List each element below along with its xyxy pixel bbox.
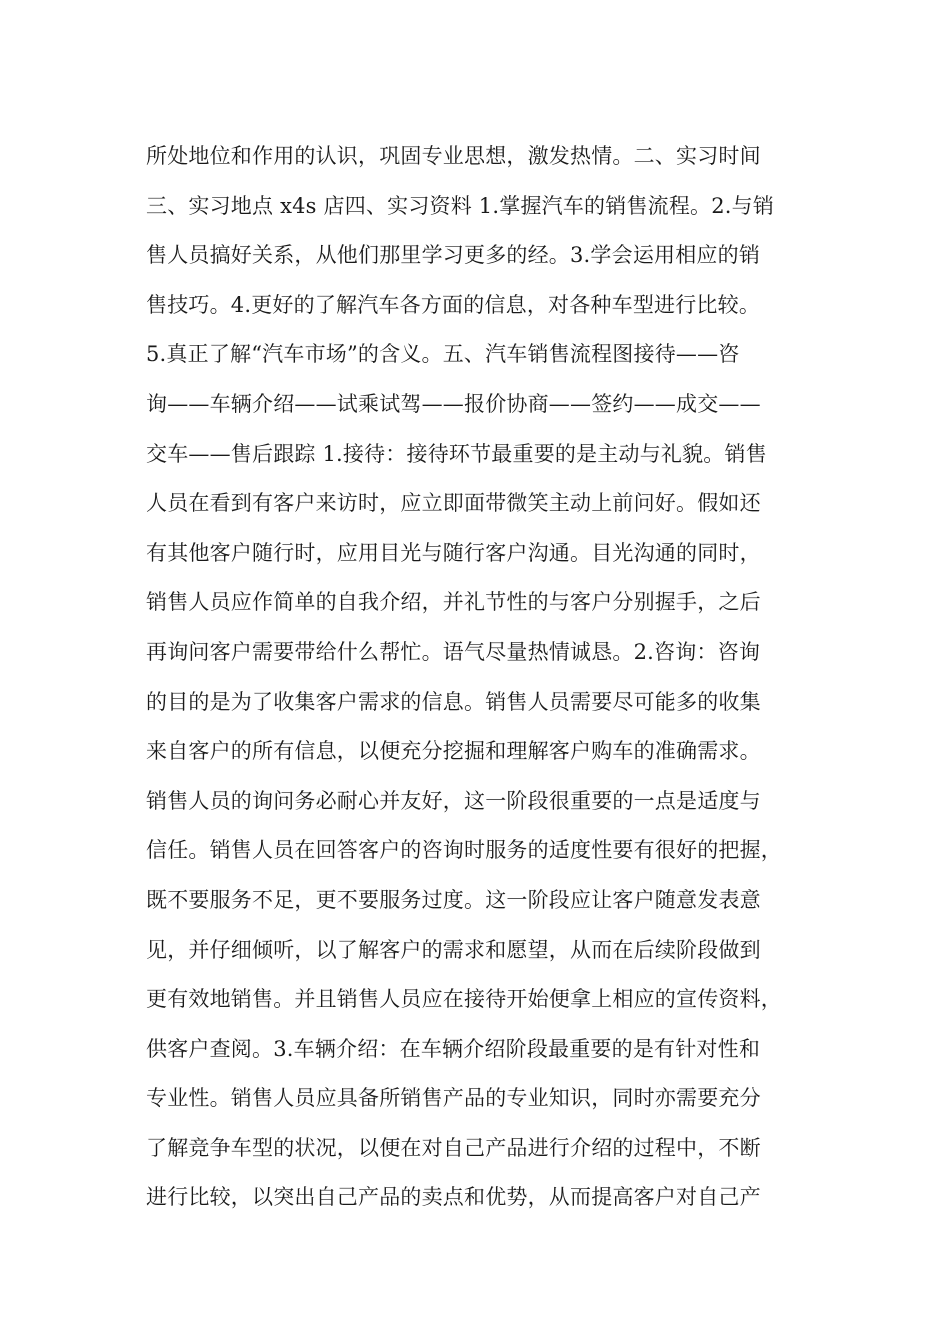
text-line-17: 见，并仔细倾听，以了解客户的需求和愿望，从而在后续阶段做到 (146, 937, 761, 962)
text-line-21: 了解竞争车型的状况，以便在对自己产品进行介绍的过程中，不断 (146, 1135, 761, 1160)
text-line-1: 所处地位和作用的认识，巩固专业思想，激发热情。二、实习时间 (146, 144, 761, 168)
text-line-16: 既不要服务不足，更不要服务过度。这一阶段应让客户随意发表意 (146, 887, 761, 912)
text-line-19: 供客户查阅。3.车辆介绍：在车辆介绍阶段最重要的是有针对性和 (146, 1036, 761, 1061)
text-line-5: 5.真正了解“汽车市场”的含义。五、汽车销售流程图接待——咨 (146, 342, 740, 367)
text-line-14: 销售人员的询问务必耐心并友好，这一阶段很重要的一点是适度与 (146, 788, 761, 813)
text-line-9: 有其他客户随行时，应用目光与随行客户沟通。目光沟通的同时， (146, 540, 761, 565)
text-line-20: 专业性。销售人员应具备所销售产品的专业知识，同时亦需要充分 (146, 1086, 761, 1111)
text-line-18: 更有效地销售。并且销售人员应在接待开始便拿上相应的宣传资料， (146, 987, 782, 1012)
text-line-6: 询——车辆介绍——试乘试驾——报价协商——签约——成交—— (146, 391, 761, 416)
text-line-4: 售技巧。4.更好的了解汽车各方面的信息，对各种车型进行比较。 (146, 292, 761, 317)
text-line-11: 再询问客户需要带给什么帮忙。语气尽量热情诚恳。2.咨询：咨询 (146, 639, 761, 664)
text-line-13: 来自客户的所有信息，以便充分挖掘和理解客户购车的准确需求。 (146, 739, 761, 764)
text-line-15: 信任。销售人员在回答客户的咨询时服务的适度性要有很好的把握， (146, 838, 782, 863)
body-paragraph (146, 132, 816, 1223)
text-line-10: 销售人员应作简单的自我介绍，并礼节性的与客户分别握手，之后 (146, 590, 761, 615)
text-line-8: 人员在看到有客户来访时，应立即面带微笑主动上前问好。假如还 (146, 491, 761, 516)
text-line-12: 的目的是为了收集客户需求的信息。销售人员需要尽可能多的收集 (146, 689, 761, 714)
text-line-22: 进行比较，以突出自己产品的卖点和优势，从而提高客户对自己产 (146, 1185, 761, 1210)
text-line-7: 交车——售后跟踪 1.接待：接待环节最重要的是主动与礼貌。销售 (146, 441, 767, 466)
text-line-3: 售人员搞好关系，从他们那里学习更多的经。3.学会运用相应的销 (146, 243, 761, 268)
text-line-2: 三、实习地点 x4s 店四、实习资料 1.掌握汽车的销售流程。2.与销 (146, 193, 775, 218)
